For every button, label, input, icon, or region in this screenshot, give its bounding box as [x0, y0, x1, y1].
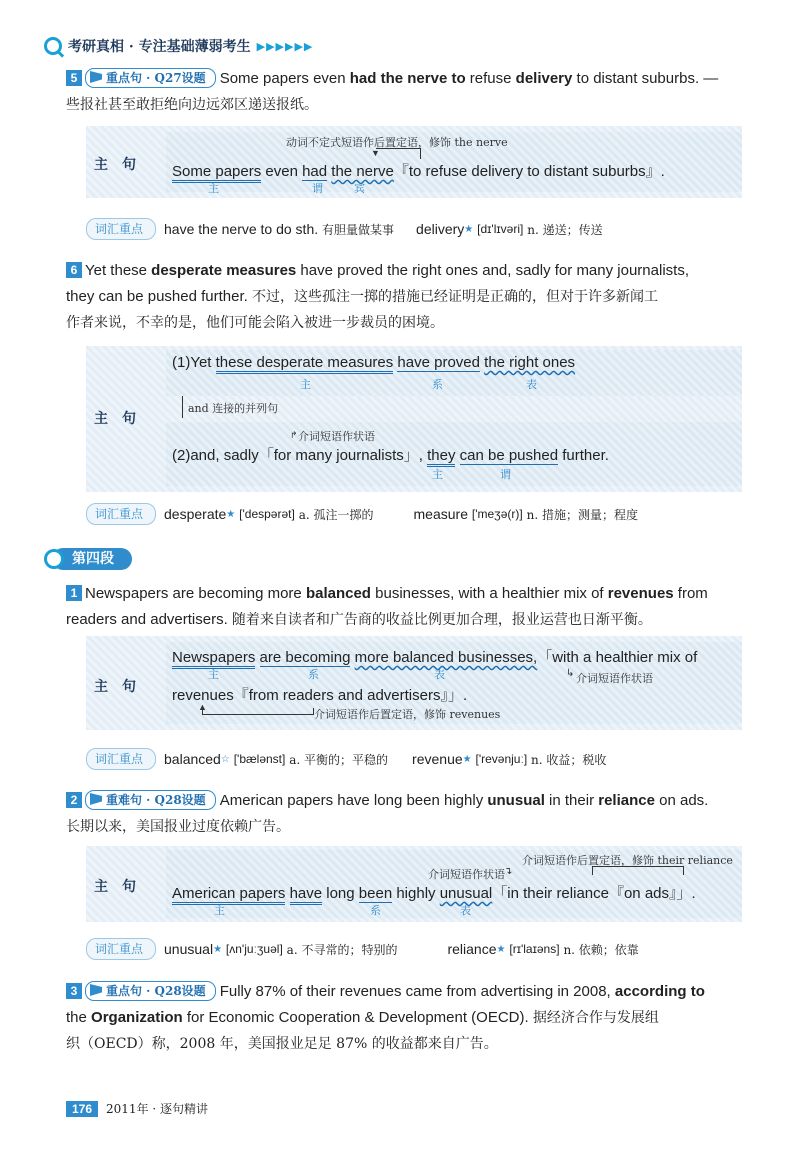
- clause-1: (1)Yet these desperate measures have proved the right ones: [172, 354, 575, 371]
- role-predicative: 表: [460, 904, 471, 917]
- box-label: 主句: [94, 411, 150, 427]
- clause-2: (2)and, sadly「for many journalists」, they can be pushed further.: [172, 444, 609, 465]
- page-number: 176: [66, 1101, 98, 1117]
- sentence-6: 6 Yet these desperate measures have proved the right ones and, sadly for many journalists, they can be pushed further. 不过，这些孤注一掷的措施已经证明是正确的，但对于许多新闻工 作者来说，不幸的是，他们可能会陷入被进一步裁员的困境。: [66, 262, 689, 331]
- difficult-sentence-badge: 重难句 · Q28设题: [85, 790, 216, 810]
- arrow-icon: ↱: [290, 430, 298, 440]
- sentence-structure-line1: Newspapers are becoming more balanced businesses,「with a healthier mix of: [172, 646, 697, 667]
- p4-sentence-3: 3 重点句 · Q28设题 Fully 87% of their revenues came from advertising in 2008, according to the Organization for Economic Cooperation & Development (OECD). 据经济合作与发展组 织（OECD）称，2008 年，美国报业足足 87% 的收益都来自广告。: [66, 983, 705, 1052]
- magnifier-section-icon: [44, 549, 64, 569]
- sentence-structure: Some papers even had the nerve『to refuse delivery to distant suburbs』.: [172, 160, 665, 181]
- arrow-icon: ↳: [566, 668, 575, 679]
- sentence-number: 3: [66, 983, 82, 999]
- arrow-down-icon: ▼: [371, 148, 380, 158]
- key-sentence-badge: 重点句 · Q28设题: [85, 981, 216, 1001]
- translation: 些报社甚至敢拒绝向边远郊区递送报纸。: [66, 97, 318, 113]
- role-object: 宾: [354, 182, 365, 195]
- vocab-row-p1: 词汇重点 balanced ☆ ['bælənst] a. 平衡的；平稳的 revenue ★ ['revənjuː] n. 收益；税收: [86, 748, 606, 770]
- sentence-number: 1: [66, 585, 82, 601]
- vocab-row-s5: 词汇重点 have the nerve to do sth. 有胆量做某事 delivery ★ [dɪ'lɪvəri] n. 递送；传送: [86, 218, 603, 240]
- arrow-icon: ↴: [504, 866, 513, 877]
- vocab-row-s6: 词汇重点 desperate ★ ['despərət] a. 孤注一掷的 measure ['meʒə(r)] n. 措施；测量；程度: [86, 503, 638, 525]
- analysis-box-s6: [86, 346, 742, 492]
- sentence-5: 5 重点句 · Q27设题 Some papers even had the nerve to refuse delivery to distant suburbs. — 些报社甚至敢拒绝向边远郊区递送报纸。: [66, 70, 719, 113]
- star-icon: ★: [496, 943, 506, 955]
- section-heading: [44, 547, 132, 571]
- note-bracket: [592, 866, 684, 875]
- vocab-label: 词汇重点: [86, 938, 156, 960]
- page-footer: [66, 1100, 208, 1117]
- vocab-row-p2: 词汇重点 unusual ★ [ʌn'juːʒuəl] a. 不寻常的；特别的 reliance ★ [rɪ'laɪəns] n. 依赖；依靠: [86, 938, 639, 960]
- role-predicate: 谓: [312, 182, 323, 195]
- analysis-box-s5: [86, 126, 742, 198]
- star-icon: ★: [213, 943, 223, 955]
- p4-sentence-1: 1 Newspapers are becoming more balanced businesses, with a healthier mix of revenues from readers and advertisers. 随着来自读者和广告商的收益比例更加合理，报业运营也日渐平衡。: [66, 585, 708, 628]
- sentence-number: 6: [66, 262, 82, 278]
- vocab-label: 词汇重点: [86, 748, 156, 770]
- star-icon: ★: [226, 508, 236, 520]
- flag-icon: [90, 984, 102, 996]
- p4-sentence-2: 2 重难句 · Q28设题 American papers have long been highly unusual in their reliance on ads. 长期以来，美国报业过度依赖广告。: [66, 792, 709, 835]
- coordination-note: and 连接的并列句: [188, 402, 279, 415]
- translation: 长期以来，美国报业过度依赖广告。: [66, 819, 290, 835]
- adverbial-note: 介词短语作状语: [298, 430, 375, 443]
- header-arrows: ▶▶▶▶▶▶: [256, 40, 314, 53]
- sentence-number: 2: [66, 792, 82, 808]
- role-subject: 主: [432, 468, 443, 481]
- page-header: [44, 34, 313, 58]
- key-sentence-badge: 重点句 · Q27设题: [85, 68, 216, 88]
- role-subject: 主: [208, 182, 219, 195]
- note-bracket: [202, 708, 314, 715]
- star-icon: ☆: [220, 753, 230, 765]
- role-subject: 主: [300, 378, 311, 391]
- attributive-note: 介词短语作后置定语，修饰 their reliance: [522, 854, 733, 867]
- role-subject: 主: [208, 668, 219, 681]
- sentence-number: 5: [66, 70, 82, 86]
- vocab-label: 词汇重点: [86, 218, 156, 240]
- note-bracket: [376, 148, 421, 159]
- adverbial-note: 介词短语作状语: [576, 672, 653, 685]
- sentence-structure: American papers have long been highly unusual「in their reliance『on ads』」.: [172, 882, 696, 903]
- analysis-box-p2: [86, 846, 742, 922]
- role-link: 系: [370, 904, 381, 917]
- role-subject: 主: [214, 904, 225, 917]
- arrow-up-icon: ▲: [198, 702, 207, 712]
- role-predicative: 表: [526, 378, 537, 391]
- analysis-box-p1: [86, 636, 742, 730]
- flag-icon: [90, 793, 102, 805]
- role-link: 系: [308, 668, 319, 681]
- section-title: 第四段: [52, 548, 132, 570]
- magnifier-logo-icon: [44, 37, 62, 55]
- footer-text: 2011年 · 逐句精讲: [106, 1102, 209, 1116]
- role-predicative: 表: [434, 668, 445, 681]
- attributive-note: 介词短语作后置定语，修饰 revenues: [314, 708, 501, 721]
- box-label: 主句: [94, 679, 150, 695]
- box-label: 主句: [94, 879, 150, 895]
- sentence-structure-line2: revenues『from readers and advertisers』」.: [172, 687, 468, 704]
- structure-note: 动词不定式短语作后置定语，修饰 the nerve: [286, 136, 508, 149]
- adverbial-note: 介词短语作状语: [428, 868, 505, 881]
- role-predicate: 谓: [500, 468, 511, 481]
- box-label: 主句: [94, 157, 150, 173]
- header-title: 考研真相 · 专注基础薄弱考生: [68, 39, 251, 55]
- star-icon: ★: [462, 753, 472, 765]
- vocab-label: 词汇重点: [86, 503, 156, 525]
- star-icon: ★: [464, 223, 474, 235]
- role-link: 系: [432, 378, 443, 391]
- flag-icon: [90, 71, 102, 83]
